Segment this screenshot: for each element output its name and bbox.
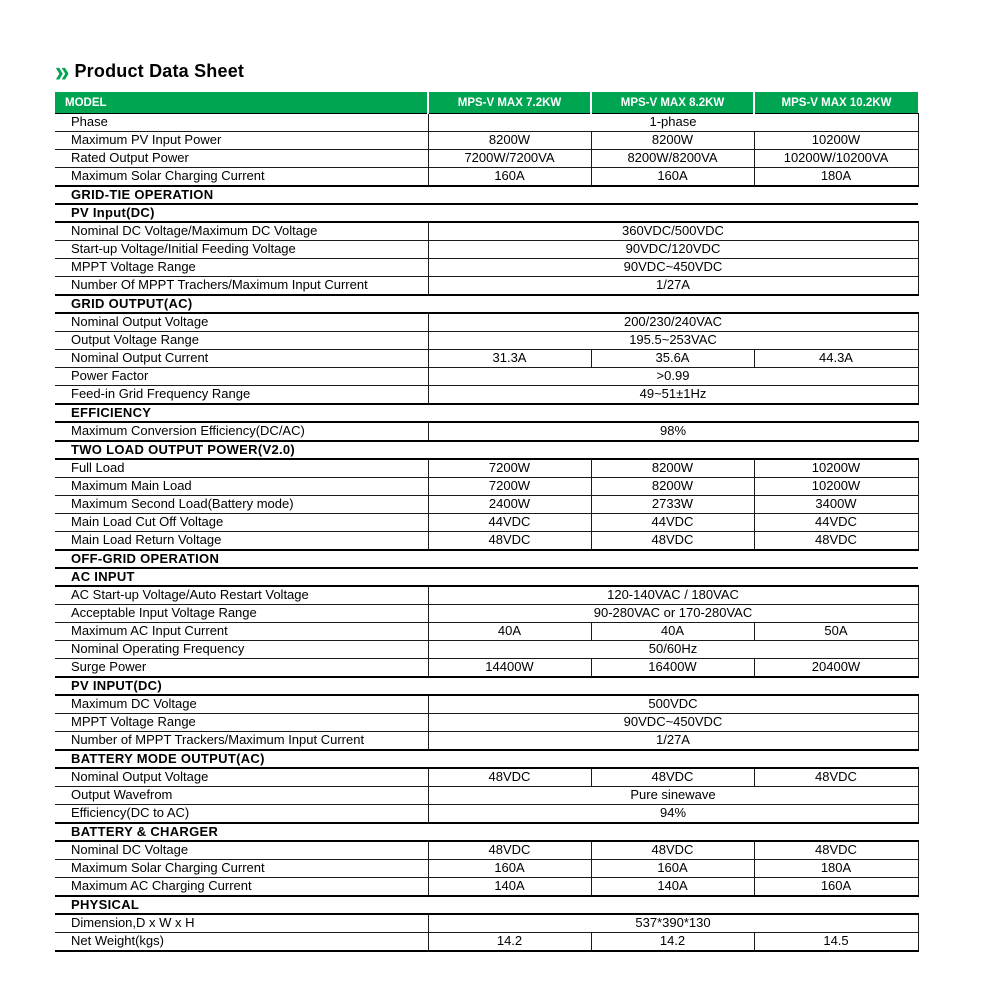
spec-value-span: 1-phase: [428, 114, 918, 132]
spec-row: [55, 514, 918, 532]
spec-label: Maximum Conversion Efficiency(DC/AC): [55, 422, 428, 441]
spec-label: Number Of MPPT Trachers/Maximum Input Current: [55, 277, 428, 296]
spec-value: 180A: [754, 860, 918, 878]
spec-value-span: 90-280VAC or 170-280VAC: [428, 605, 918, 623]
spec-label: MPPT Voltage Range: [55, 259, 428, 277]
spec-label: Net Weight(kgs): [55, 933, 428, 952]
spec-label: Surge Power: [55, 659, 428, 678]
spec-label: Maximum DC Voltage: [55, 695, 428, 714]
spec-row: [55, 459, 918, 478]
spec-label: Phase: [55, 114, 428, 132]
spec-value: 48VDC: [754, 532, 918, 551]
spec-value: 160A: [754, 878, 918, 897]
spec-value: 48VDC: [754, 841, 918, 860]
spec-label: Maximum Solar Charging Current: [55, 168, 428, 187]
spec-value-span: 200/230/240VAC: [428, 313, 918, 332]
spec-label: Nominal Operating Frequency: [55, 641, 428, 659]
spec-value: 8200W/8200VA: [591, 150, 754, 168]
spec-value: 44VDC: [428, 514, 591, 532]
section-label: BATTERY & CHARGER: [55, 823, 918, 841]
section-row: [55, 568, 918, 586]
table-header: [55, 92, 918, 114]
page-title-row: [55, 53, 1000, 89]
section-label: PV INPUT(DC): [55, 677, 918, 695]
section-label: PV Input(DC): [55, 204, 918, 222]
spec-label: Acceptable Input Voltage Range: [55, 605, 428, 623]
spec-row: [55, 313, 918, 332]
spec-label: Maximum AC Input Current: [55, 623, 428, 641]
spec-value: 48VDC: [754, 768, 918, 787]
spec-row: [55, 914, 918, 933]
section-label: OFF-GRID OPERATION: [55, 550, 918, 568]
spec-value: 2400W: [428, 496, 591, 514]
spec-value: 20400W: [754, 659, 918, 678]
spec-row: [55, 478, 918, 496]
spec-value: 7200W: [428, 478, 591, 496]
spec-value: 14.2: [591, 933, 754, 952]
spec-row: [55, 586, 918, 605]
section-row: [55, 677, 918, 695]
spec-value-span: 500VDC: [428, 695, 918, 714]
section-label: EFFICIENCY: [55, 404, 918, 422]
spec-row: [55, 150, 918, 168]
spec-row: [55, 641, 918, 659]
section-row: [55, 823, 918, 841]
spec-value: 2733W: [591, 496, 754, 514]
spec-value-span: Pure sinewave: [428, 787, 918, 805]
spec-label: Number of MPPT Trackers/Maximum Input Current: [55, 732, 428, 751]
spec-label: Maximum Second Load(Battery mode): [55, 496, 428, 514]
section-row: [55, 550, 918, 568]
spec-value: 48VDC: [591, 841, 754, 860]
spec-value: 48VDC: [591, 768, 754, 787]
spec-row: [55, 841, 918, 860]
spec-value: 160A: [591, 168, 754, 187]
spec-label: Nominal DC Voltage/Maximum DC Voltage: [55, 222, 428, 241]
spec-value: 10200W: [754, 132, 918, 150]
spec-row: [55, 714, 918, 732]
spec-value: 44.3A: [754, 350, 918, 368]
spec-value-span: 1/27A: [428, 277, 918, 296]
spec-value: 14400W: [428, 659, 591, 678]
section-label: GRID OUTPUT(AC): [55, 295, 918, 313]
spec-label: Output Voltage Range: [55, 332, 428, 350]
spec-value-span: 94%: [428, 805, 918, 824]
spec-value: 8200W: [591, 478, 754, 496]
spec-label: Dimension,D x W x H: [55, 914, 428, 933]
column-header-model-3: MPS-V MAX 10.2KW: [754, 92, 918, 114]
spec-value: 48VDC: [428, 768, 591, 787]
spec-value: 10200W: [754, 478, 918, 496]
spec-value: 10200W: [754, 459, 918, 478]
spec-row: [55, 222, 918, 241]
section-label: GRID-TIE OPERATION: [55, 186, 918, 204]
spec-value: 8200W: [591, 459, 754, 478]
spec-row: [55, 732, 918, 751]
spec-value: 8200W: [428, 132, 591, 150]
spec-label: Start-up Voltage/Initial Feeding Voltage: [55, 241, 428, 259]
spec-label: Maximum Main Load: [55, 478, 428, 496]
spec-row: [55, 659, 918, 678]
spec-value-span: 120-140VAC / 180VAC: [428, 586, 918, 605]
spec-row: [55, 132, 918, 150]
product-spec-table: [55, 92, 919, 952]
spec-value-span: >0.99: [428, 368, 918, 386]
spec-value: 8200W: [591, 132, 754, 150]
spec-value: 160A: [591, 860, 754, 878]
spec-value: 48VDC: [428, 532, 591, 551]
spec-value-span: 50/60Hz: [428, 641, 918, 659]
table-header-row: [55, 92, 918, 114]
model-header-cell: MODEL: [55, 92, 428, 114]
spec-row: [55, 368, 918, 386]
spec-value: 48VDC: [428, 841, 591, 860]
spec-value: 7200W: [428, 459, 591, 478]
column-header-model-1: MPS-V MAX 7.2KW: [428, 92, 591, 114]
spec-value-span: 195.5~253VAC: [428, 332, 918, 350]
spec-label: Main Load Return Voltage: [55, 532, 428, 551]
section-row: [55, 295, 918, 313]
spec-row: [55, 241, 918, 259]
spec-value-span: 1/27A: [428, 732, 918, 751]
spec-row: [55, 605, 918, 623]
spec-label: Feed-in Grid Frequency Range: [55, 386, 428, 405]
spec-value: 14.2: [428, 933, 591, 952]
spec-label: AC Start-up Voltage/Auto Restart Voltage: [55, 586, 428, 605]
spec-row: [55, 878, 918, 897]
spec-row: [55, 332, 918, 350]
spec-row: [55, 386, 918, 405]
spec-row: [55, 114, 918, 132]
section-row: [55, 441, 918, 459]
spec-row: [55, 860, 918, 878]
spec-value: 160A: [428, 860, 591, 878]
table-body: [55, 114, 918, 952]
spec-value: 48VDC: [591, 532, 754, 551]
spec-row: [55, 277, 918, 296]
column-header-model-2: MPS-V MAX 8.2KW: [591, 92, 754, 114]
spec-row: [55, 350, 918, 368]
spec-value-span: 98%: [428, 422, 918, 441]
spec-value: 40A: [591, 623, 754, 641]
spec-value-span: 537*390*130: [428, 914, 918, 933]
spec-label: Output Wavefrom: [55, 787, 428, 805]
spec-row: [55, 532, 918, 551]
spec-row: [55, 768, 918, 787]
section-row: [55, 204, 918, 222]
spec-value: 44VDC: [591, 514, 754, 532]
spec-value: 40A: [428, 623, 591, 641]
section-label: AC INPUT: [55, 568, 918, 586]
spec-value: 35.6A: [591, 350, 754, 368]
spec-row: [55, 496, 918, 514]
spec-label: Maximum Solar Charging Current: [55, 860, 428, 878]
section-row: [55, 750, 918, 768]
spec-row: [55, 168, 918, 187]
spec-value: 3400W: [754, 496, 918, 514]
spec-value: 44VDC: [754, 514, 918, 532]
spec-label: Nominal Output Voltage: [55, 768, 428, 787]
spec-row: [55, 623, 918, 641]
spec-label: Rated Output Power: [55, 150, 428, 168]
spec-label: Maximum AC Charging Current: [55, 878, 428, 897]
spec-value-span: 90VDC~450VDC: [428, 714, 918, 732]
spec-label: Nominal Output Current: [55, 350, 428, 368]
spec-label: Maximum PV Input Power: [55, 132, 428, 150]
spec-row: [55, 805, 918, 824]
spec-value-span: 360VDC/500VDC: [428, 222, 918, 241]
spec-label: Nominal DC Voltage: [55, 841, 428, 860]
spec-value: 16400W: [591, 659, 754, 678]
section-row: [55, 404, 918, 422]
spec-row: [55, 933, 918, 952]
page-title: Product Data Sheet: [74, 60, 245, 81]
spec-value: 160A: [428, 168, 591, 187]
spec-row: [55, 695, 918, 714]
spec-value-span: 90VDC~450VDC: [428, 259, 918, 277]
spec-value: 7200W/7200VA: [428, 150, 591, 168]
section-label: PHYSICAL: [55, 896, 918, 914]
section-label: TWO LOAD OUTPUT POWER(V2.0): [55, 441, 918, 459]
spec-value: 10200W/10200VA: [754, 150, 918, 168]
spec-value: 140A: [591, 878, 754, 897]
spec-label: Main Load Cut Off Voltage: [55, 514, 428, 532]
spec-value: 180A: [754, 168, 918, 187]
spec-value-span: 49~51±1Hz: [428, 386, 918, 405]
spec-label: Power Factor: [55, 368, 428, 386]
spec-row: [55, 787, 918, 805]
spec-label: Efficiency(DC to AC): [55, 805, 428, 824]
spec-value: 14.5: [754, 933, 918, 952]
spec-value-span: 90VDC/120VDC: [428, 241, 918, 259]
double-chevron-icon: »: [55, 53, 68, 89]
spec-value: 50A: [754, 623, 918, 641]
spec-label: Full Load: [55, 459, 428, 478]
section-row: [55, 186, 918, 204]
spec-row: [55, 259, 918, 277]
spec-label: Nominal Output Voltage: [55, 313, 428, 332]
spec-value: 31.3A: [428, 350, 591, 368]
section-row: [55, 896, 918, 914]
section-label: BATTERY MODE OUTPUT(AC): [55, 750, 918, 768]
spec-value: 140A: [428, 878, 591, 897]
spec-label: MPPT Voltage Range: [55, 714, 428, 732]
spec-row: [55, 422, 918, 441]
